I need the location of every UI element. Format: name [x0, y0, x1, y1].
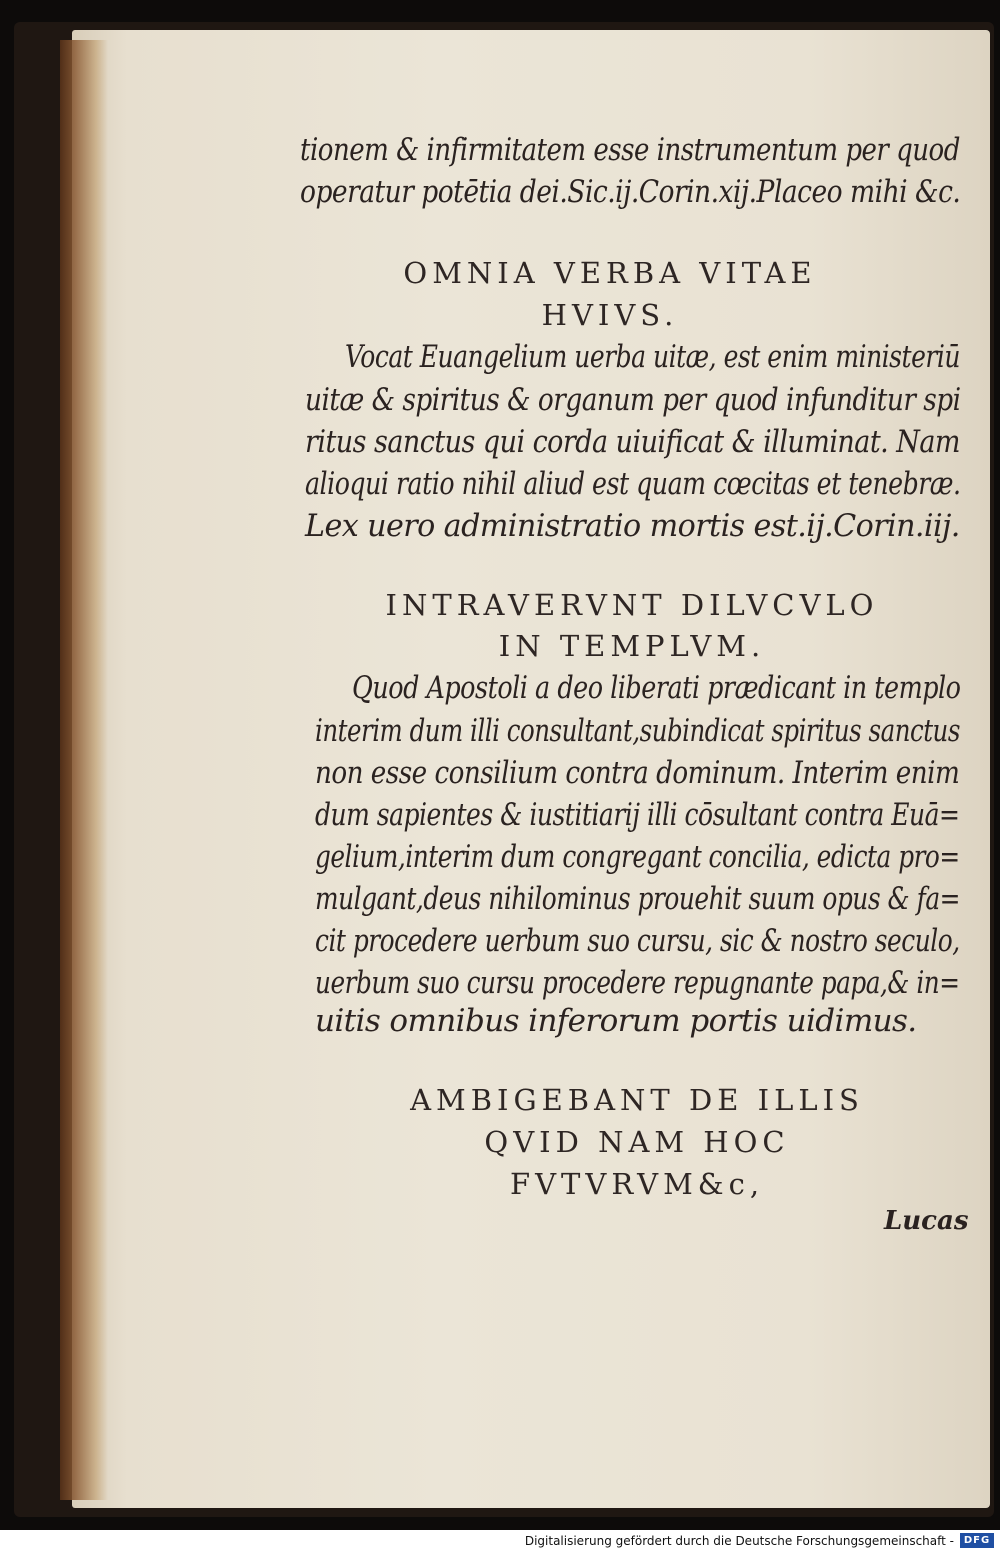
- text-line: uitis omnibus inferorum portis uidimus.: [315, 1003, 917, 1039]
- text-line: ritus sanctus qui corda uiuificat & illuminat. Nam: [305, 424, 960, 460]
- section-heading: QVID NAM HOC: [484, 1125, 790, 1159]
- text-line: interim dum illi consultant,subindicat spiritus sanctus: [315, 713, 960, 749]
- digitization-footer: [0, 1530, 1000, 1553]
- text-line: operatur potētia dei.Sic.ij.Corin.xij.Placeo mihi &c.: [300, 174, 961, 210]
- text-line: Quod Apostoli a deo liberati prædicant in templo: [352, 670, 961, 706]
- text-line: uitæ & spiritus & organum per quod infunditur spi: [305, 382, 961, 418]
- funding-credit: Digitalisierung gefördert durch die Deutsche Forschungsgemeinschaft -: [524, 1534, 954, 1548]
- text-line: Lex uero administratio mortis est.ij.Corin.iij.: [305, 508, 960, 544]
- text-line: cit procedere uerbum suo cursu, sic & nostro seculo,: [315, 923, 960, 959]
- text-line: non esse consilium contra dominum. Interim enim: [315, 755, 960, 791]
- section-heading: INTRAVERVNT DILVCVLO: [385, 588, 879, 622]
- section-heading: HVIVS.: [541, 298, 679, 332]
- text-line: mulgant,deus nihilominus prouehit suum opus & fa=: [315, 881, 961, 917]
- text-line: gelium,interim dum congregant concilia, edicta pro=: [315, 839, 960, 875]
- section-heading: OMNIA VERBA VITAE: [403, 256, 817, 290]
- text-line: Vocat Euangelium uerba uitæ, est enim ministeriū: [345, 339, 960, 375]
- dfg-logo: DFG: [960, 1533, 994, 1548]
- text-line: tionem & infirmitatem esse instrumentum per quod: [300, 132, 960, 168]
- section-heading: AMBIGEBANT DE ILLIS: [410, 1083, 864, 1117]
- text-line: dum sapientes & iustitiarij illi cōsultant contra Euā=: [315, 797, 960, 833]
- text-line: uerbum suo cursu procedere repugnante papa,& in=: [315, 965, 960, 1001]
- text-line: alioqui ratio nihil aliud est quam cœcitas et tenebræ.: [305, 466, 961, 502]
- section-heading: FVTVRVM&c,: [509, 1167, 765, 1201]
- catchword: Lucas: [884, 1206, 969, 1236]
- page-edge-stain: [60, 40, 108, 1500]
- section-heading: IN TEMPLVM.: [498, 629, 766, 663]
